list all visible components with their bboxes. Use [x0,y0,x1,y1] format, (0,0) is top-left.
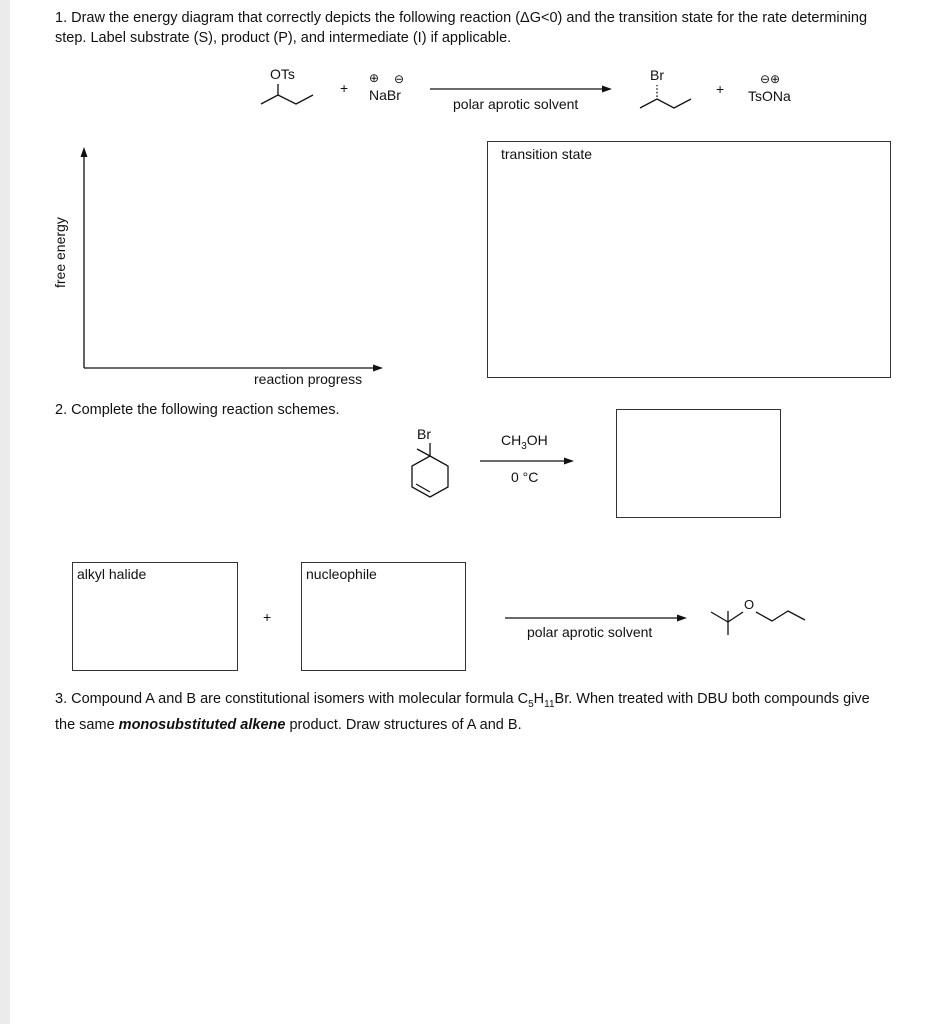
question-3-text: 3. Compound A and B are constitutional isomers with molecular formula $C_5H_{11}Br$. When treated with DBU both compounds give the same monosubstituted alkene product. Draw structures of A and B. [55,691,870,733]
plus-sign-2: + [716,81,725,97]
reaction-3-condition: polar aprotic solvent [527,624,653,640]
positive-charge-icon: ⊕ [369,71,380,85]
negative-charge-icon: ⊖ [394,72,405,86]
reagent-nabr: NaBr [369,87,401,103]
question-1-text: 1. Draw the energy diagram that correctly depicts the following reaction (ΔG<0) and the transition state for the rate determining step. Label substrate (S), product (P), and intermediate (I) if applicable. [55,10,868,46]
product-answer-box[interactable] [616,409,781,518]
monosubstituted-alkene-emphasis: monosubstituted alkene [118,716,286,733]
reactant-br-label: Br [417,426,431,442]
plus-sign-1: + [340,80,349,96]
byproduct-charges-icon: ⊖⊕ [760,72,781,86]
solvent-ch3oh: $CH_3OH$ [501,432,548,452]
question-2-text: 2. Complete the following reaction schemes. [55,402,340,418]
byproduct-tsona: TsONa [748,88,791,104]
product-group-label: Br [650,67,664,83]
reaction-1-condition: polar aprotic solvent [453,96,579,112]
nucleophile-answer-box[interactable] [301,562,466,671]
transition-state-box-label: transition state [501,146,593,162]
alkyl-halide-answer-box[interactable] [72,562,238,671]
alkyl-halide-label: alkyl halide [77,566,147,582]
temperature-label: 0 °C [511,469,539,485]
x-axis-label: reaction progress [254,371,363,387]
plus-sign-3: + [263,609,272,625]
substrate-group-label: OTs [270,66,295,82]
y-axis-label: free energy [52,217,68,288]
ether-oxygen-label: O [744,597,755,612]
nucleophile-label: nucleophile [306,566,377,582]
